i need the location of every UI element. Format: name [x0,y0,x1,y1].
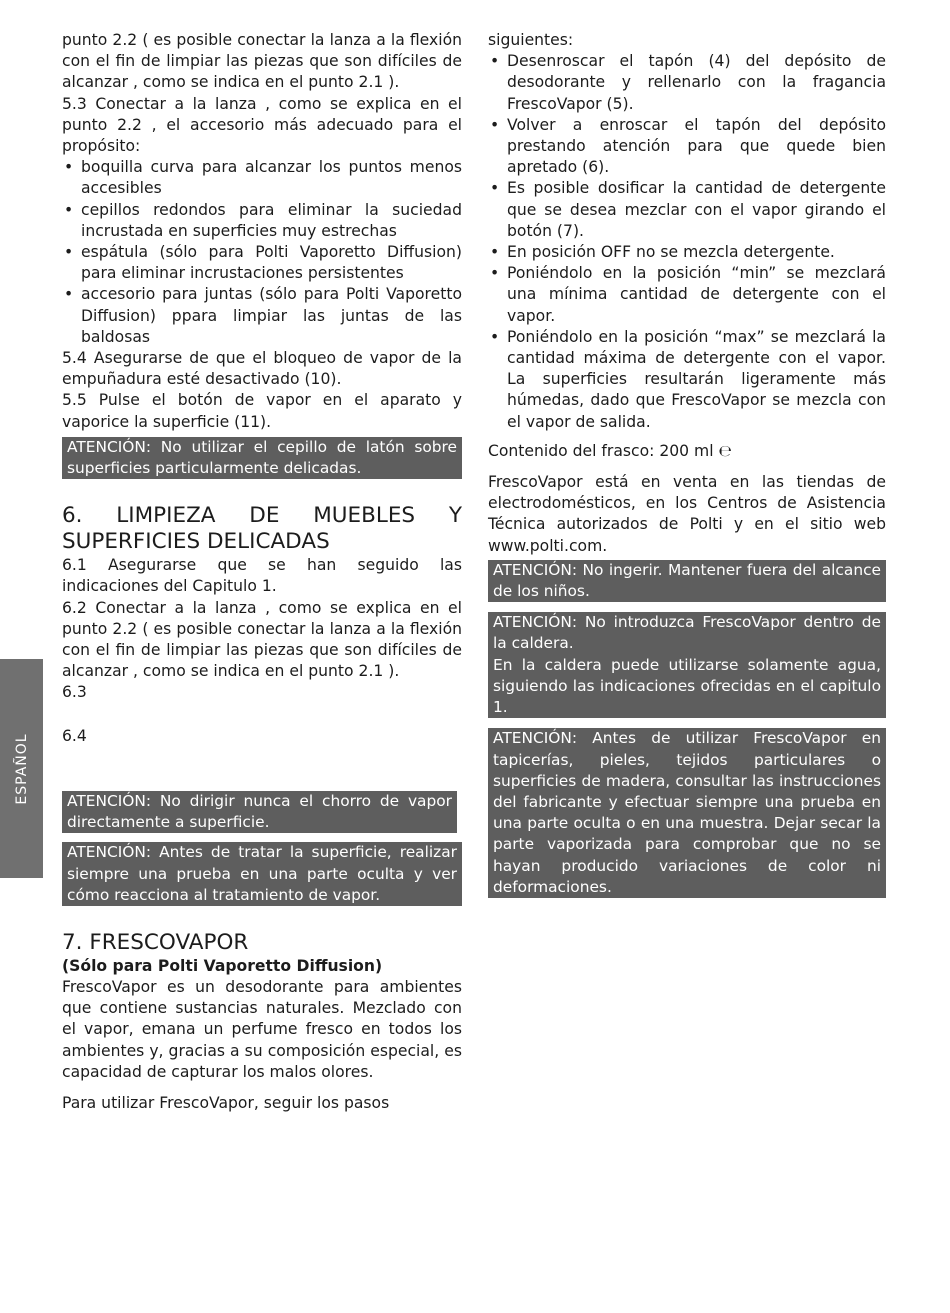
list-item: • cepillos redondos para eliminar la suciedad incrustada en superficies muy estrechas [62,200,462,242]
list-item: • Es posible dosificar la cantidad de detergente que se desea mezclar con el vapor girando el botón (7). [488,178,886,242]
right-column [488,30,886,898]
warning-box-test-surface: ATENCIÓN: Antes de tratar la superficie, realizar siempre una prueba en una parte oculta y ver cómo reacciona al tratamiento de vapor. [62,842,462,906]
bottle-contents: Contenido del frasco: 200 ml ℮ [488,441,732,460]
list-item: • Desenroscar el tapón (4) del depósito de desodorante y rellenarlo con la fragancia FrescoVapor (5). [488,51,886,115]
section-6-heading-line1: 6. LIMPIEZA DE MUEBLES Y [62,503,462,529]
step-5-4: 5.4 Asegurarse de que el bloqueo de vapor de la empuñadura esté desactivado (10). [62,349,462,389]
section-6-heading [62,503,462,555]
step-5-5: 5.5 Pulse el botón de vapor en el aparato y vaporice la superficie (11). [62,391,462,431]
section-7-heading: 7. FRESCOVAPOR [62,929,249,955]
language-label: ESPAÑOL [13,732,30,805]
list-item: • Volver a enroscar el tapón del depósito prestando atención para que quede bien apretado (6). [488,115,886,179]
warning-boiler-line1: ATENCIÓN: No introduzca FrescoVapor dentro de la caldera. [493,613,881,653]
warning-boiler-line2: En la caldera puede utilizarse solamente agua, siguiendo las indicaciones ofrecidas en el capitulo 1. [493,655,881,717]
steps-continued: siguientes: [488,31,574,49]
step-6-4: 6.4 [62,726,87,745]
list-item: • Poniéndolo en la posición “max” se mezclará la cantidad máxima de detergente con el vapor. La superficies resultarán ligeramente más húmedas, dado que FrescoVapor se mezcla con el vapor de salida. [488,327,886,433]
availability-paragraph: FrescoVapor está en venta en las tiendas de electrodomésticos, en los Centros de Asistencia Técnica autorizados de Polti y en el sitio web www.polti.com. [488,473,886,555]
warning-box-boiler [488,612,886,718]
warning-box-steam-jet: ATENCIÓN: No dirigir nunca el chorro de vapor directamente a superficie. [62,791,457,833]
accessory-list [62,157,462,348]
list-item: • espátula (sólo para Polti Vaporetto Diffusion) para eliminar incrustaciones persistentes [62,242,462,284]
frescovapor-description: FrescoVapor es un desodorante para ambientes que contiene sustancias naturales. Mezclado con el vapor, emana un perfume fresco en todos los ambientes y, gracias a su composición especial, es capacidad de capturar los malos olores. [62,977,462,1081]
warning-box-ingest: ATENCIÓN: No ingerir. Mantener fuera del alcance de los niños. [488,560,886,602]
list-item: • boquilla curva para alcanzar los puntos menos accesibles [62,157,462,199]
list-item: • Poniéndolo en la posición “min” se mezclará una mínima cantidad de detergente con el vapor. [488,263,886,327]
frescovapor-steps-list [488,51,886,433]
step-5-3: 5.3 Conectar a la lanza , como se explica en el punto 2.2 , el accesorio más adecuado para el propósito: [62,94,462,156]
warning-box-brass-brush: ATENCIÓN: No utilizar el cepillo de latón sobre superficies particularmente delicadas. [62,437,462,479]
left-column [62,30,462,1114]
list-item: • accesorio para juntas (sólo para Polti Vaporetto Diffusion) ppara limpiar las juntas de las baldosas [62,284,462,348]
section-6-heading-line2: SUPERFICIES DELICADAS [62,529,330,555]
step-6-2: 6.2 Conectar a la lanza , como se explica en el punto 2.2 ( es posible conectar la lanza a la flexión con el fin de limpiar las piezas que son difíciles de alcanzar , como se indica en el punto 2.1 ). [62,598,462,681]
frescovapor-usage-intro: Para utilizar FrescoVapor, seguir los pasos [62,1093,390,1112]
step-6-1: 6.1 Asegurarse que se han seguido las indicaciones del Capitulo 1. [62,556,462,596]
warning-box-upholstery: ATENCIÓN: Antes de utilizar FrescoVapor en tapicerías, pieles, tejidos particulares o superficies de madera, consultar las instrucciones del fabricante y efectuar siempre una prueba en una parte oculta o en una muestra. Dejar secar la parte vaporizada para comprobar que no se hayan producido variaciones de color ni deformaciones. [488,728,886,898]
section-7-subtitle: (Sólo para Polti Vaporetto Diffusion) [62,956,383,975]
step-6-3: 6.3 [62,683,87,702]
language-side-tab [0,659,43,878]
intro-paragraph: punto 2.2 ( es posible conectar la lanza a la flexión con el fin de limpiar las piezas que son difíciles de alcanzar , como se indica en el punto 2.1 ). [62,31,462,92]
list-item: • En posición OFF no se mezcla detergente. [488,242,886,263]
